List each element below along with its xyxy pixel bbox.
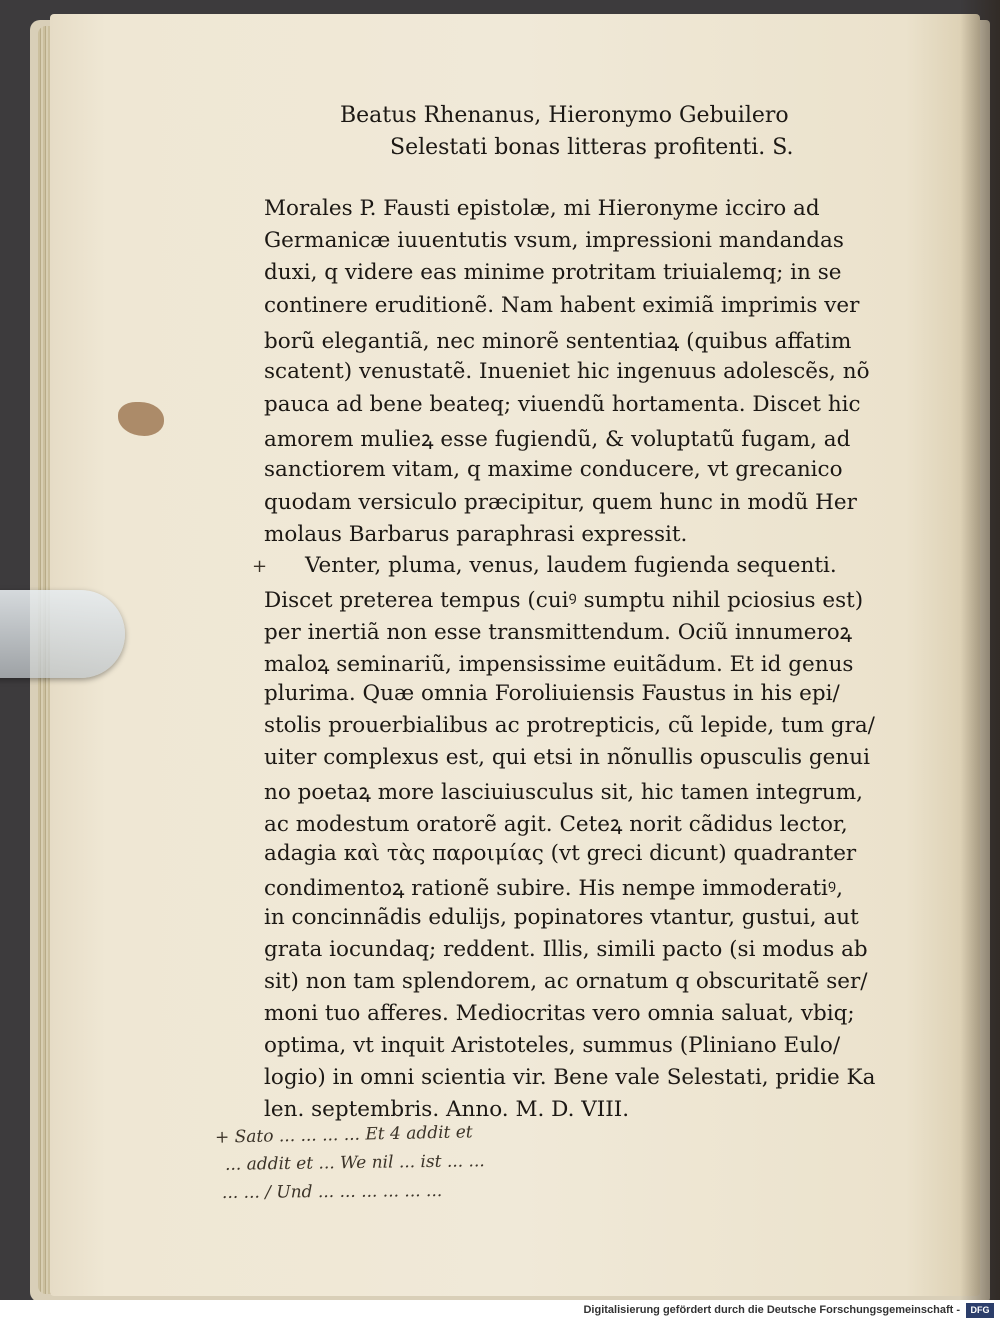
body-line: Discet preterea tempus (cuiꝰ sumptu nihil pciosius est) — [264, 588, 864, 613]
body-line: in concinnãdis edulijs, popinatores vtantur, gustui, aut — [264, 905, 859, 930]
body-line: amorem mulieꝝ esse fugiendũ, & voluptatũ fugam, ad — [264, 427, 851, 452]
footer-bar — [0, 1300, 1000, 1322]
body-line: optima, vt inquit Aristoteles, summus (Pliniano Eulo/ — [264, 1033, 841, 1058]
body-line: grata iocundaq; reddent. Illis, simili pacto (si modus ab — [264, 937, 868, 962]
body-line: plurima. Quæ omnia Foroliuiensis Faustus in his epi/ — [264, 681, 840, 706]
body-line: pauca ad bene beateq; viuendũ hortamenta. Discet hic — [264, 392, 861, 417]
body-line: adagia καὶ τὰς παροιμίας (vt greci dicunt) quadranter — [264, 841, 857, 866]
body-line: borũ elegantiã, nec minorẽ sententiaꝝ (quibus affatim — [264, 329, 852, 354]
body-line: per inertiã non esse transmittendum. Ociũ innumeroꝝ — [264, 620, 853, 645]
margin-mark: + — [252, 556, 268, 577]
body-line: scatent) venustatẽ. Inueniet hic ingenuus adolescẽs, nõ — [264, 359, 870, 384]
heading-line-1: Beatus Rhenanus, Hieronymo Gebuilero — [340, 103, 789, 128]
body-line: duxi, q videre eas minime protritam triuialemq; in se — [264, 260, 842, 285]
body-line: logio) in omni scientia vir. Bene vale Selestati, pridie Ka — [264, 1065, 876, 1090]
body-line: ac modestum oratorẽ agit. Ceteꝝ norit cãdidus lector, — [264, 812, 848, 837]
body-line: uiter complexus est, qui etsi in nõnullis opusculis genui — [264, 745, 870, 770]
body-line: Germanicæ iuuentutis vsum, impressioni mandandas — [264, 228, 844, 253]
body-line: sit) non tam splendorem, ac ornatum q obscuritatẽ ser/ — [264, 969, 868, 994]
body-line: len. septembris. Anno. M. D. VIII. — [264, 1097, 630, 1122]
page-clip — [0, 590, 125, 678]
binding-shadow — [960, 0, 1000, 1300]
body-line: condimentoꝝ rationẽ subire. His nempe immoderatiꝰ, — [264, 876, 843, 901]
heading-line-2: Selestati bonas litteras profitenti. S. — [390, 135, 794, 160]
handwritten-note-line: ... ... / Und ... ... ... ... ... ... — [221, 1181, 443, 1203]
body-line: moni tuo afferes. Mediocritas vero omnia saluat, vbiq; — [264, 1001, 855, 1026]
dfg-logo: DFG — [966, 1303, 994, 1318]
body-line: Morales P. Fausti epistolæ, mi Hieronyme icciro ad — [264, 196, 820, 221]
handwritten-note-line: + Sato ... ... ... ... Et 4 addit et — [214, 1122, 473, 1148]
body-line: stolis prouerbialibus ac protrepticis, cũ lepide, tum gra/ — [264, 713, 875, 738]
body-line: continere eruditionẽ. Nam habent eximiã imprimis ver — [264, 293, 860, 318]
handwritten-note-line: ... addit et ... We nil ... ist ... ... — [224, 1151, 485, 1175]
funding-credit: Digitalisierung gefördert durch die Deutsche Forschungsgemeinschaft - — [583, 1304, 960, 1316]
body-line: maloꝝ seminariũ, impensissime euitãdum. Et id genus — [264, 652, 854, 677]
body-line: sanctiorem vitam, q maxime conducere, vt grecanico — [264, 457, 843, 482]
body-line: no poetaꝝ more lasciuiusculus sit, hic tamen integrum, — [264, 780, 863, 805]
body-line: quodam versiculo præcipitur, quem hunc in modũ Her — [264, 490, 857, 515]
body-line: molaus Barbarus paraphrasi expressit. — [264, 522, 688, 547]
verse-line: Venter, pluma, venus, laudem fugienda sequenti. — [305, 553, 837, 578]
